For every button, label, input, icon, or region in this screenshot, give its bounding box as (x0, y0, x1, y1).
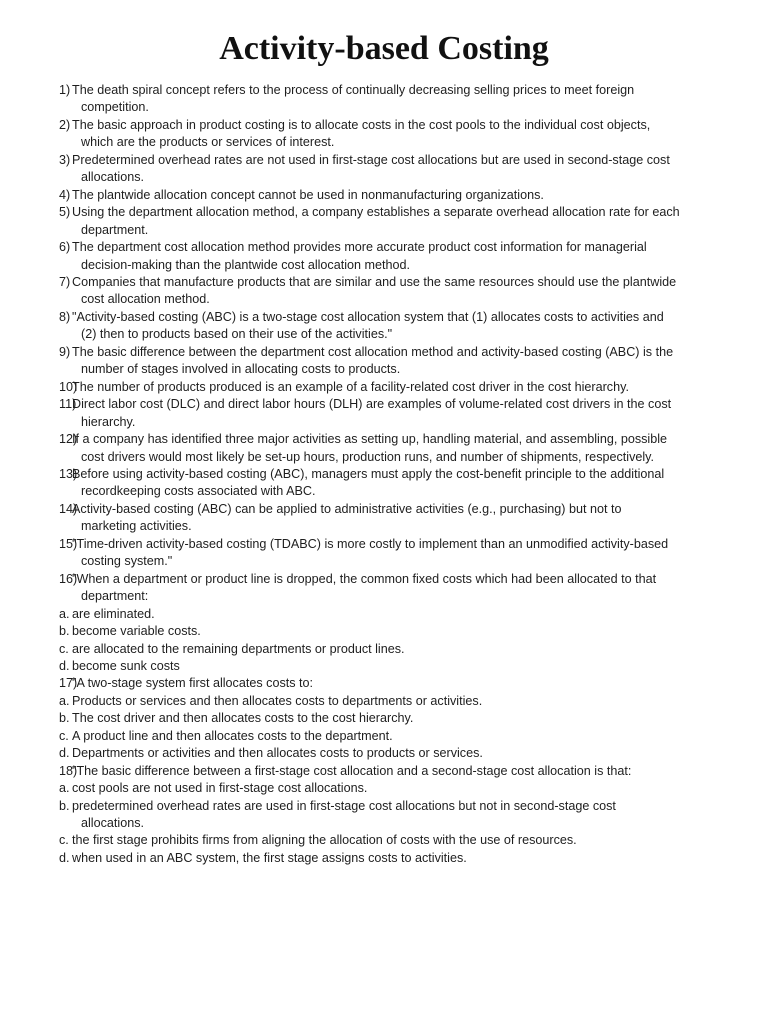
question-text: The basic difference between the department cost allocation method and activity-based costing (ABC) is the number of stages involved in allocating costs to products. (72, 344, 674, 377)
option-text: the first stage prohibits firms from aligning the allocation of costs with the use of resources. (72, 833, 577, 848)
question-number: 18) (59, 763, 78, 778)
question-number: 14) (59, 501, 78, 516)
question-item (0, 152, 768, 187)
question-text: Activity-based costing (ABC) can be applied to administrative activities (e.g., purchasing) but not to marketing activities. (72, 501, 622, 534)
question-number: 11) (59, 397, 77, 412)
question-text: "When a department or product line is dropped, the common fixed costs which had been allocated to that department: (72, 571, 657, 604)
question-text: The department cost allocation method provides more accurate product cost information for managerial decision-making than the plantwide cost allocation method. (72, 240, 647, 272)
option-text: A product line and then allocates costs to the department. (72, 728, 393, 743)
question-item (0, 274, 768, 309)
question-number: 8) (59, 309, 71, 324)
option-text: when used in an ABC system, the first stage assigns costs to activities. (72, 850, 467, 865)
option-text: Products or services and then allocates costs to departments or activities. (72, 693, 483, 708)
question-item (0, 675, 768, 692)
question-item (0, 309, 768, 344)
option-letter: d. (59, 658, 70, 673)
option-letter: c. (59, 641, 69, 656)
option-letter: d. (59, 850, 70, 865)
answer-option (0, 658, 768, 675)
answer-option (0, 606, 768, 623)
answer-option (0, 728, 768, 745)
question-text: Using the department allocation method, a company establishes a separate overhead allocation rate for each department. (72, 205, 680, 237)
question-number: 13) (59, 466, 78, 481)
question-text: "Time-driven activity-based costing (TDABC) is more costly to implement than an unmodified activity-based costing system." (72, 536, 669, 569)
answer-option (0, 710, 768, 727)
question-number: 7) (59, 274, 71, 289)
option-letter: a. (59, 606, 70, 621)
question-item (0, 536, 768, 571)
question-number: 2) (59, 117, 71, 132)
answer-option (0, 745, 768, 762)
question-number: 4) (59, 187, 71, 202)
option-text: become variable costs. (72, 624, 201, 639)
question-text: The plantwide allocation concept cannot be used in nonmanufacturing organizations. (72, 187, 544, 202)
answer-option (0, 641, 768, 658)
option-letter: c. (59, 728, 69, 743)
question-item (0, 571, 768, 606)
question-text: Direct labor cost (DLC) and direct labor hours (DLH) are examples of volume-related cost drivers in the cost hierarchy. (72, 397, 672, 429)
question-number: 5) (59, 205, 71, 220)
option-text: are allocated to the remaining departments or product lines. (72, 641, 405, 656)
option-letter: a. (59, 693, 70, 708)
option-letter: c. (59, 833, 69, 848)
question-number: 16) (59, 571, 78, 586)
question-text: The death spiral concept refers to the process of continually decreasing selling prices to meet foreign competition. (72, 83, 635, 115)
option-text: predetermined overhead rates are used in first-stage cost allocations but not in second-stage cost allocations. (72, 798, 616, 831)
question-number: 1) (59, 83, 71, 97)
question-item (0, 431, 768, 466)
question-number: 6) (59, 240, 71, 255)
question-text: Before using activity-based costing (ABC), managers must apply the cost-benefit principle to the additional recordkeeping costs associated with ABC. (72, 466, 665, 499)
answer-option (0, 780, 768, 797)
option-letter: b. (59, 798, 70, 813)
option-letter: b. (59, 711, 70, 726)
option-text: become sunk costs (72, 658, 180, 673)
option-text: cost pools are not used in first-stage cost allocations. (72, 781, 368, 796)
option-letter: b. (59, 624, 70, 639)
answer-option (0, 850, 768, 867)
question-item (0, 763, 768, 780)
question-text: Predetermined overhead rates are not used in first-stage cost allocations but are used in second-stage cost allocations. (72, 152, 670, 185)
answer-option (0, 798, 768, 833)
question-item (0, 187, 768, 204)
question-item (0, 501, 768, 536)
question-item (0, 239, 768, 274)
answer-option (0, 832, 768, 849)
question-number: 15) (59, 536, 78, 551)
question-text: If a company has identified three major activities as setting up, handling material, and assembling, possible cost drivers would most likely be set-up hours, production runs, and number of shipments, respectively. (72, 432, 668, 464)
question-text: The number of products produced is an example of a facility-related cost driver in the cost hierarchy. (72, 379, 629, 394)
question-number: 12) (59, 432, 78, 447)
question-number: 9) (59, 344, 71, 359)
question-item (0, 204, 768, 239)
answer-option (0, 693, 768, 710)
question-list (0, 82, 768, 867)
question-text: Companies that manufacture products that are similar and use the same resources should use the plantwide cost allocation method. (72, 274, 677, 307)
question-item (0, 379, 768, 396)
option-text: are eliminated. (72, 606, 155, 621)
option-letter: d. (59, 746, 70, 761)
question-text: "The basic difference between a first-stage cost allocation and a second-stage cost allocation is that: (72, 763, 632, 778)
option-letter: a. (59, 781, 70, 796)
option-text: The cost driver and then allocates costs to the cost hierarchy. (72, 711, 414, 726)
question-item (0, 466, 768, 501)
question-item (0, 82, 768, 117)
question-number: 17) (59, 676, 78, 691)
question-item (0, 117, 768, 152)
question-item (0, 344, 768, 379)
page-title: Activity-based Costing (219, 30, 549, 67)
question-number: 10) (59, 379, 78, 394)
question-item (0, 396, 768, 431)
question-number: 3) (59, 152, 71, 167)
question-text: "Activity-based costing (ABC) is a two-stage cost allocation system that (1) allocates costs to activities and (2) then to products based on their use of the activities." (72, 309, 664, 342)
answer-option (0, 623, 768, 640)
question-text: "A two-stage system first allocates costs to: (72, 676, 314, 691)
question-text: The basic approach in product costing is to allocate costs in the cost pools to the individual cost objects, which are the products or services of interest. (72, 117, 651, 150)
option-text: Departments or activities and then allocates costs to products or services. (72, 746, 483, 761)
